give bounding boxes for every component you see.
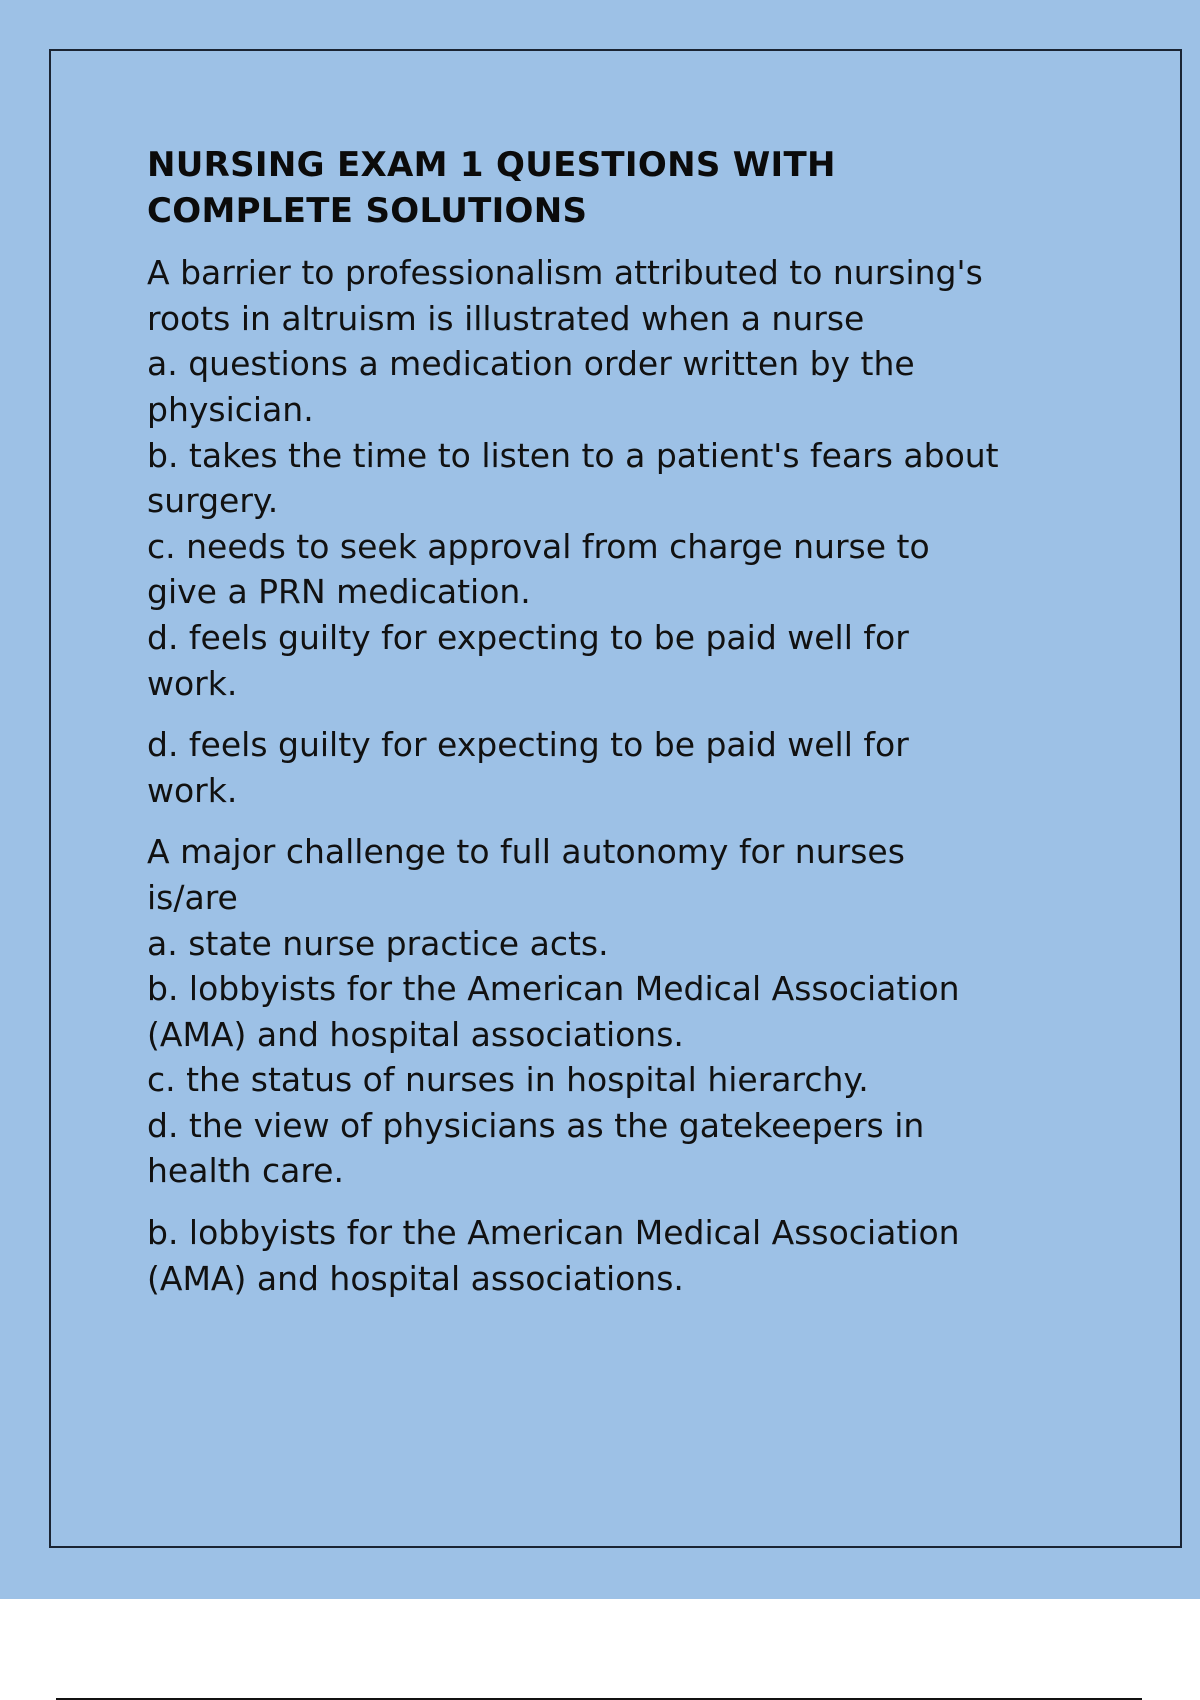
answer-block [147,722,1167,813]
question-line: give a PRN medication. [147,572,531,612]
answer-line: d. feels guilty for expecting to be paid well for [147,725,909,765]
question-line: b. lobbyists for the American Medical Association [147,969,960,1009]
question-line: (AMA) and hospital associations. [147,1014,684,1054]
question-line: A barrier to professionalism attributed to nursing's [147,253,983,293]
question-line: d. the view of physicians as the gatekeepers in [147,1105,925,1145]
title-line: COMPLETE SOLUTIONS [147,190,588,231]
question-line: d. feels guilty for expecting to be paid well for [147,617,909,657]
document-content [147,143,1167,1301]
question-block [147,250,1167,706]
title-line: NURSING EXAM 1 QUESTIONS WITH [147,145,836,185]
question-line: c. needs to seek approval from charge nurse to [147,526,930,566]
question-line: roots in altruism is illustrated when a nurse [147,298,865,338]
question-line: health care. [147,1151,344,1191]
question-line: A major challenge to full autonomy for nurses [147,832,905,872]
question-block [147,829,1167,1194]
question-line: c. the status of nurses in hospital hierarchy. [147,1060,869,1100]
answer-block [147,1210,1167,1301]
question-line: a. questions a medication order written by the [147,344,915,384]
question-line: b. takes the time to listen to a patient's fears about [147,435,999,475]
question-line: a. state nurse practice acts. [147,923,609,963]
document-title [147,143,1167,234]
question-line: surgery. [147,481,279,521]
question-line: physician. [147,389,314,429]
answer-line: (AMA) and hospital associations. [147,1258,684,1298]
question-line: is/are [147,877,238,917]
answer-line: work. [147,770,238,810]
question-line: work. [147,663,238,703]
answer-line: b. lobbyists for the American Medical Association [147,1213,960,1253]
